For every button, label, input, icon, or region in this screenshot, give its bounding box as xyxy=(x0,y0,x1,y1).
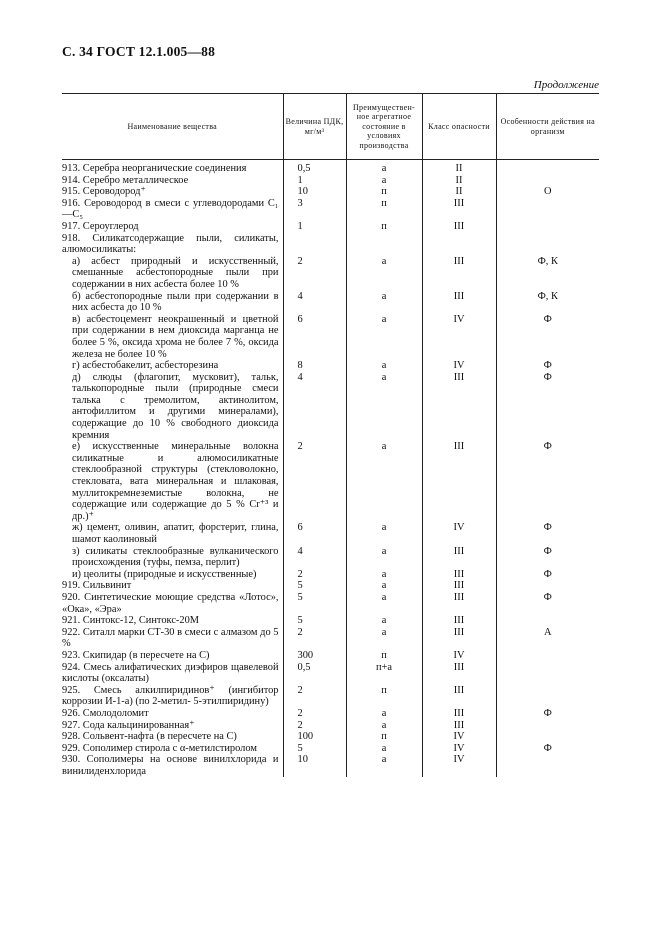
pdk-value-text: 2 xyxy=(297,568,303,580)
pdk-value xyxy=(283,256,346,291)
table-row xyxy=(62,685,599,708)
aggregate-state xyxy=(346,233,422,256)
aggregate-state xyxy=(346,360,422,372)
hazard-class-text: IV xyxy=(453,360,465,372)
pdk-value xyxy=(283,615,346,627)
pdk-value xyxy=(283,708,346,720)
substance-name-text: г) асбестобакелит, асбесторезина xyxy=(72,360,219,372)
pdk-value xyxy=(283,731,346,743)
pdk-value xyxy=(283,221,346,233)
aggregate-state xyxy=(346,546,422,569)
substance-name xyxy=(62,186,283,198)
hazard-class xyxy=(422,198,496,221)
aggregate-state-text: п xyxy=(381,731,387,743)
pdk-value-text: 2 xyxy=(297,719,303,731)
table-row xyxy=(62,160,599,175)
hazard-class-text: III xyxy=(453,255,465,267)
effect-on-organism-text: Ф xyxy=(543,591,552,603)
effect-on-organism xyxy=(496,522,599,545)
pdk-value-text: 2 xyxy=(297,626,303,638)
hazard-class xyxy=(422,522,496,545)
substance-name-text: 916. Сероводород в смеси с углеводородами C₁—C₅ xyxy=(62,197,279,221)
hazard-class xyxy=(422,233,496,256)
substance-name xyxy=(62,360,283,372)
aggregate-state xyxy=(346,160,422,175)
hazard-class-text: III xyxy=(453,568,465,580)
aggregate-state-text: а xyxy=(381,591,387,603)
aggregate-state xyxy=(346,685,422,708)
hazard-class xyxy=(422,580,496,592)
hazard-class xyxy=(422,662,496,685)
effect-on-organism-text: Ф xyxy=(543,313,552,325)
pdk-value xyxy=(283,291,346,314)
hazard-class-text: III xyxy=(453,719,465,731)
table-row xyxy=(62,569,599,581)
table-row xyxy=(62,186,599,198)
aggregate-state xyxy=(346,569,422,581)
hazard-class xyxy=(422,650,496,662)
aggregate-state xyxy=(346,256,422,291)
hazard-class-text: IV xyxy=(453,754,465,766)
pdk-value-text: 6 xyxy=(297,522,303,534)
effect-on-organism xyxy=(496,650,599,662)
column-header-value: Величина ПДК, мг/м³ xyxy=(283,94,346,160)
pdk-value xyxy=(283,592,346,615)
substance-name xyxy=(62,754,283,777)
substance-name xyxy=(62,650,283,662)
substance-name-text: 918. Силикатсодержащие пыли, силикаты, алюмосиликаты: xyxy=(62,232,279,256)
substance-name xyxy=(62,175,283,187)
substance-name-text: 928. Сольвент-нафта (в пересчете на С) xyxy=(62,731,237,743)
hazard-class xyxy=(422,569,496,581)
effect-on-organism xyxy=(496,662,599,685)
substance-name-text: 924. Смесь алифатических диэфиров щавелевой кислоты (оксалаты) xyxy=(62,661,279,685)
aggregate-state-text: п xyxy=(381,197,387,209)
pdk-value-text: 10 xyxy=(297,754,308,766)
pdk-value-text: 2 xyxy=(297,684,303,696)
table-row xyxy=(62,720,599,732)
substance-name-text: 922. Ситалл марки СТ-30 в смеси с алмазом до 5 % xyxy=(62,626,279,650)
aggregate-state xyxy=(346,627,422,650)
substance-name xyxy=(62,256,283,291)
hazard-class-text: IV xyxy=(453,742,465,754)
effect-on-organism xyxy=(496,198,599,221)
pdk-value xyxy=(283,372,346,442)
substance-name-text: 921. Синтокс-12, Синтокс-20М xyxy=(62,615,200,627)
effect-on-organism xyxy=(496,372,599,442)
effect-on-organism xyxy=(496,546,599,569)
hazard-class-text: III xyxy=(453,290,465,302)
substance-name xyxy=(62,662,283,685)
effect-on-organism xyxy=(496,615,599,627)
pdk-value-text: 3 xyxy=(297,197,303,209)
table-row xyxy=(62,360,599,372)
effect-on-organism xyxy=(496,569,599,581)
substance-name xyxy=(62,743,283,755)
page-header: С. 34 ГОСТ 12.1.005—88 xyxy=(62,44,216,59)
table-row xyxy=(62,743,599,755)
aggregate-state-text: а xyxy=(381,626,387,638)
substance-name xyxy=(62,291,283,314)
aggregate-state xyxy=(346,662,422,685)
effect-on-organism xyxy=(496,592,599,615)
hazard-class-text: III xyxy=(453,545,465,557)
hazard-class xyxy=(422,592,496,615)
pdk-value xyxy=(283,522,346,545)
pdk-value xyxy=(283,580,346,592)
aggregate-state xyxy=(346,175,422,187)
pdk-value-text: 2 xyxy=(297,707,303,719)
effect-on-organism-text: Ф xyxy=(543,360,552,372)
substance-name-text: а) асбест природный и искусственный, смешанные асбестопородные пыли при содержании в них асбеста более 10 % xyxy=(72,255,279,290)
effect-on-organism-text: Ф, К xyxy=(537,290,558,302)
substance-name-text: 926. Смолодоломит xyxy=(62,707,149,719)
hazard-class xyxy=(422,754,496,777)
effect-on-organism xyxy=(496,685,599,708)
aggregate-state xyxy=(346,743,422,755)
substance-name xyxy=(62,372,283,442)
column-header-state: Преимуществен-ное агрегатное состояние в условиях производства xyxy=(346,94,422,160)
hazard-class-text: III xyxy=(453,591,465,603)
substance-name-text: 923. Скипидар (в пересчете на С) xyxy=(62,649,210,661)
substance-name xyxy=(62,160,283,175)
substance-name-text: д) слюды (флагопит, мусковит), тальк, талькопородные пыли (природные смеси талька с тремолитом, актинолитом, антофиллитом и другими минералами), содержащие до 10 % свободного диоксида кремния xyxy=(72,371,279,441)
pdk-value xyxy=(283,627,346,650)
column-header-effect: Особенности действия на организм xyxy=(496,94,599,160)
table-row xyxy=(62,175,599,187)
column-header-name: Наименование вещества xyxy=(62,94,283,160)
aggregate-state xyxy=(346,441,422,522)
aggregate-state-text: а xyxy=(381,615,387,627)
effect-on-organism xyxy=(496,314,599,360)
hazard-class xyxy=(422,720,496,732)
substance-name-text: з) силикаты стеклообразные вулканического происхождения (туфы, пемза, перлит) xyxy=(72,545,279,569)
substance-name-text: б) асбестопородные пыли при содержании в них асбеста до 10 % xyxy=(72,290,279,314)
pdk-value-text: 4 xyxy=(297,290,303,302)
substance-name-text: в) асбестоцемент неокрашенный и цветной при содержании в нем диоксида марганца не более 5 %, оксида хрома не более 7 %, оксида железа не более 10 % xyxy=(72,313,279,360)
hazard-class xyxy=(422,291,496,314)
hazard-class-text: IV xyxy=(453,731,465,743)
pdk-value-text: 1 xyxy=(297,174,303,186)
hazard-class xyxy=(422,160,496,175)
table-row xyxy=(62,291,599,314)
aggregate-state xyxy=(346,198,422,221)
hazard-class xyxy=(422,546,496,569)
aggregate-state-text: а xyxy=(381,441,387,453)
table-row xyxy=(62,708,599,720)
table-row xyxy=(62,441,599,522)
table-row xyxy=(62,754,599,777)
pdk-value xyxy=(283,743,346,755)
aggregate-state-text: п+а xyxy=(375,661,393,673)
substance-name-text: 929. Сополимер стирола с α-метилстиролом xyxy=(62,742,257,754)
effect-on-organism xyxy=(496,627,599,650)
substance-name-text: е) искусственные минеральные волокна силикатные и алюмосиликатные стеклообразной структуры (стекловолокно, стекловата, вата минеральная и шлаковая, муллитокремнеземистые волокна, не содержащие или содержащие до 5 % Cr⁺³ и др.)⁺ xyxy=(72,441,279,522)
hazard-class xyxy=(422,627,496,650)
pdk-value xyxy=(283,314,346,360)
substance-name-text: 925. Смесь алкилпиридинов⁺ (ингибитор коррозии И-1-а) (по 2-метил- 5-этилпиридину) xyxy=(62,684,279,708)
hazard-class xyxy=(422,685,496,708)
hazard-class-text: III xyxy=(453,615,465,627)
table-header-row xyxy=(62,94,599,160)
hazard-class xyxy=(422,360,496,372)
pdk-value xyxy=(283,186,346,198)
aggregate-state-text: а xyxy=(381,707,387,719)
substance-name xyxy=(62,522,283,545)
hazard-class-text: III xyxy=(453,371,465,383)
effect-on-organism xyxy=(496,720,599,732)
hazard-class-text: II xyxy=(455,163,463,174)
aggregate-state-text: а xyxy=(381,163,387,174)
substance-name xyxy=(62,720,283,732)
aggregate-state xyxy=(346,314,422,360)
effect-on-organism xyxy=(496,256,599,291)
pdk-value xyxy=(283,650,346,662)
pdk-value xyxy=(283,569,346,581)
table-row xyxy=(62,546,599,569)
aggregate-state-text: п xyxy=(381,684,387,696)
aggregate-state-text: а xyxy=(381,313,387,325)
pdk-value-text: 8 xyxy=(297,360,303,372)
substance-name-text: 930. Сополимеры на основе винилхлорида и винилиденхлорида xyxy=(62,754,279,777)
aggregate-state-text: а xyxy=(381,360,387,372)
effect-on-organism-text: А xyxy=(543,626,552,638)
table-row xyxy=(62,662,599,685)
hazard-class xyxy=(422,256,496,291)
pdk-value-text: 2 xyxy=(297,255,303,267)
aggregate-state xyxy=(346,592,422,615)
effect-on-organism xyxy=(496,708,599,720)
hazard-class xyxy=(422,731,496,743)
table-row xyxy=(62,627,599,650)
hazard-class-text: III xyxy=(453,707,465,719)
aggregate-state-text: а xyxy=(381,754,387,766)
substance-name xyxy=(62,615,283,627)
effect-on-organism xyxy=(496,233,599,256)
effect-on-organism-text: Ф xyxy=(543,441,552,453)
pdk-value xyxy=(283,198,346,221)
effect-on-organism xyxy=(496,731,599,743)
aggregate-state-text: п xyxy=(381,649,387,661)
aggregate-state-text: а xyxy=(381,522,387,534)
pdk-value xyxy=(283,175,346,187)
effect-on-organism xyxy=(496,160,599,175)
hazard-class xyxy=(422,314,496,360)
substance-name-text: 920. Синтетические моющие средства «Лотос», «Ока», «Эра» xyxy=(62,591,279,615)
pdk-value xyxy=(283,720,346,732)
pdk-value xyxy=(283,546,346,569)
pdk-value-text: 4 xyxy=(297,371,303,383)
aggregate-state-text: а xyxy=(381,545,387,557)
hazard-class xyxy=(422,743,496,755)
substance-name xyxy=(62,221,283,233)
hazard-class xyxy=(422,441,496,522)
aggregate-state xyxy=(346,731,422,743)
substance-name-text: и) цеолиты (природные и искусственные) xyxy=(72,568,257,580)
pdk-value-text: 10 xyxy=(297,186,308,198)
substance-name-text: 927. Сода кальцинированная⁺ xyxy=(62,719,195,731)
aggregate-state-text: а xyxy=(381,719,387,731)
aggregate-state-text: п xyxy=(381,220,387,232)
substance-name-text: 917. Сероуглерод xyxy=(62,220,139,232)
effect-on-organism xyxy=(496,186,599,198)
pdk-value-text: 5 xyxy=(297,591,303,603)
table-row xyxy=(62,615,599,627)
pdk-value xyxy=(283,441,346,522)
hazard-class xyxy=(422,372,496,442)
pdk-value xyxy=(283,754,346,777)
pdk-value-text: 5 xyxy=(297,742,303,754)
aggregate-state xyxy=(346,720,422,732)
hazard-class-text: III xyxy=(453,626,465,638)
aggregate-state-text: а xyxy=(381,742,387,754)
substance-name-text: 913. Серебра неорганические соединения xyxy=(62,163,247,174)
pdk-value-text: 5 xyxy=(297,615,303,627)
effect-on-organism xyxy=(496,175,599,187)
substances-table xyxy=(62,93,599,777)
substance-name-text: 914. Серебро металлическое xyxy=(62,174,189,186)
aggregate-state-text: а xyxy=(381,255,387,267)
pdk-value-text: 100 xyxy=(297,731,314,743)
aggregate-state xyxy=(346,186,422,198)
table-row xyxy=(62,580,599,592)
hazard-class-text: II xyxy=(455,174,463,186)
substance-name-text: ж) цемент, оливин, апатит, форстерит, глина, шамот каолиновый xyxy=(72,522,279,545)
table-row xyxy=(62,522,599,545)
substance-name xyxy=(62,580,283,592)
substance-name xyxy=(62,546,283,569)
aggregate-state xyxy=(346,291,422,314)
aggregate-state-text: а xyxy=(381,568,387,580)
table-row xyxy=(62,731,599,743)
pdk-value-text: 0,5 xyxy=(297,661,311,673)
hazard-class xyxy=(422,708,496,720)
column-header-class: Класс опасности xyxy=(422,94,496,160)
table-body xyxy=(62,160,599,778)
aggregate-state-text: а xyxy=(381,174,387,186)
hazard-class-text: III xyxy=(453,661,465,673)
table-row xyxy=(62,314,599,360)
pdk-value-text: 5 xyxy=(297,580,303,592)
aggregate-state xyxy=(346,708,422,720)
pdk-value xyxy=(283,662,346,685)
table-row xyxy=(62,372,599,442)
effect-on-organism-text: Ф xyxy=(543,545,552,557)
pdk-value-text: 2 xyxy=(297,441,303,453)
pdk-value-text: 0,5 xyxy=(297,163,311,174)
table-row xyxy=(62,592,599,615)
hazard-class-text: IV xyxy=(453,522,465,534)
substance-name xyxy=(62,592,283,615)
substance-name xyxy=(62,314,283,360)
hazard-class-text: IV xyxy=(453,649,465,661)
hazard-class-text: II xyxy=(455,186,463,198)
hazard-class xyxy=(422,186,496,198)
hazard-class xyxy=(422,221,496,233)
pdk-value xyxy=(283,233,346,256)
hazard-class-text: III xyxy=(453,197,465,209)
aggregate-state xyxy=(346,522,422,545)
hazard-class-text: III xyxy=(453,684,465,696)
pdk-value-text: 300 xyxy=(297,649,314,661)
aggregate-state-text: а xyxy=(381,290,387,302)
substance-name xyxy=(62,569,283,581)
pdk-value xyxy=(283,160,346,175)
effect-on-organism-text: Ф xyxy=(543,742,552,754)
substance-name xyxy=(62,441,283,522)
effect-on-organism xyxy=(496,754,599,777)
aggregate-state xyxy=(346,615,422,627)
hazard-class-text: III xyxy=(453,220,465,232)
pdk-value-text: 4 xyxy=(297,545,303,557)
substance-name-text: 915. Сероводород⁺ xyxy=(62,186,146,198)
effect-on-organism-text: Ф xyxy=(543,522,552,534)
pdk-value-text: 6 xyxy=(297,313,303,325)
pdk-value-text: 1 xyxy=(297,220,303,232)
effect-on-organism-text: Ф xyxy=(543,707,552,719)
substance-name xyxy=(62,627,283,650)
table-row xyxy=(62,650,599,662)
aggregate-state xyxy=(346,650,422,662)
continued-label: Продолжение xyxy=(533,79,599,91)
table-row xyxy=(62,233,599,256)
effect-on-organism xyxy=(496,743,599,755)
aggregate-state-text: а xyxy=(381,371,387,383)
table-row xyxy=(62,256,599,291)
hazard-class xyxy=(422,175,496,187)
effect-on-organism-text: Ф xyxy=(543,568,552,580)
substance-name xyxy=(62,685,283,708)
aggregate-state-text: п xyxy=(381,186,387,198)
effect-on-organism-text: Ф xyxy=(543,371,552,383)
aggregate-state xyxy=(346,372,422,442)
aggregate-state-text: а xyxy=(381,580,387,592)
aggregate-state xyxy=(346,754,422,777)
effect-on-organism xyxy=(496,441,599,522)
table-row xyxy=(62,221,599,233)
hazard-class xyxy=(422,615,496,627)
effect-on-organism xyxy=(496,580,599,592)
hazard-class-text: IV xyxy=(453,313,465,325)
effect-on-organism xyxy=(496,360,599,372)
effect-on-organism-text: Ф, К xyxy=(537,255,558,267)
hazard-class-text: III xyxy=(453,580,465,592)
substance-name-text: 919. Сильвинит xyxy=(62,580,132,592)
substance-name xyxy=(62,731,283,743)
substance-name xyxy=(62,233,283,256)
hazard-class-text: III xyxy=(453,441,465,453)
aggregate-state xyxy=(346,580,422,592)
pdk-value xyxy=(283,360,346,372)
substance-name xyxy=(62,708,283,720)
substance-name xyxy=(62,198,283,221)
effect-on-organism xyxy=(496,221,599,233)
pdk-value xyxy=(283,685,346,708)
effect-on-organism xyxy=(496,291,599,314)
aggregate-state xyxy=(346,221,422,233)
table-row xyxy=(62,198,599,221)
effect-on-organism-text: О xyxy=(543,186,552,198)
